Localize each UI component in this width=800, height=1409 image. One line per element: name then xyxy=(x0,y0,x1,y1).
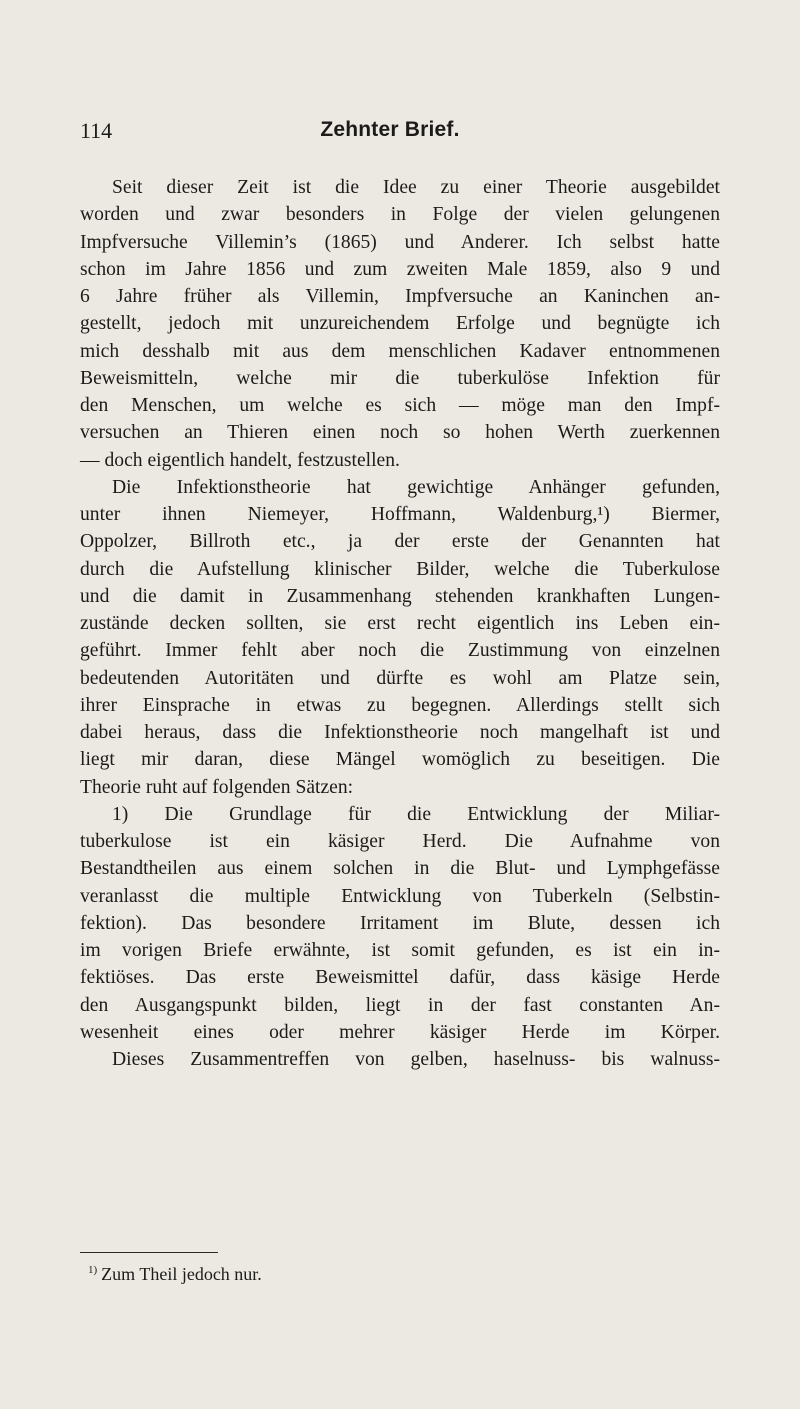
text-line: fektiöses. Das erste Beweismittel dafür, dass käsige Herde xyxy=(80,967,720,989)
text-line: bedeutenden Autoritäten und dürfte es wohl am Platze sein, xyxy=(80,667,720,689)
text-line: Theorie ruht auf folgenden Sätzen: xyxy=(80,776,354,798)
text-line: mich desshalb mit aus dem menschlichen Kadaver entnommenen xyxy=(80,340,720,362)
text-line: 1) Die Grundlage für die Entwicklung der Miliar- xyxy=(112,803,720,825)
footnote-mark: 1) xyxy=(88,1264,98,1276)
text-line: schon im Jahre 1856 und zum zweiten Male 1859, also 9 und xyxy=(80,258,720,280)
text-line: unter ihnen Niemeyer, Hoffmann, Waldenburg,¹) Biermer, xyxy=(80,504,720,525)
text-line: Die Infektionstheorie hat gewichtige Anhänger gefunden, xyxy=(112,476,720,498)
text-line: liegt mir daran, diese Mängel womöglich zu beseitigen. Die xyxy=(80,749,720,771)
text-line: im vorigen Briefe erwähnte, ist somit gefunden, es ist ein in- xyxy=(80,940,720,961)
text-line: Bestandtheilen aus einem solchen in die Blut- und Lymphgefässe xyxy=(80,858,720,880)
text-line: durch die Aufstellung klinischer Bilder, welche die Tuberkulose xyxy=(80,558,720,580)
text-line: Impfversuche Villemin’s (1865) und Anderer. Ich selbst hatte xyxy=(80,231,720,253)
text-line: versuchen an Thieren einen noch so hohen Werth zuerkennen xyxy=(80,422,720,444)
text-line: gestellt, jedoch mit unzureichendem Erfolge und begnügte ich xyxy=(80,313,720,335)
text-line: ihrer Einsprache in etwas zu begegnen. Allerdings stellt sich xyxy=(80,694,720,716)
text-line: zustände decken sollten, sie erst recht eigentlich ins Leben ein- xyxy=(80,613,720,634)
text-line: Oppolzer, Billroth etc., ja der erste der Genannten hat xyxy=(80,531,720,553)
running-title: Zehnter Brief. xyxy=(320,118,460,141)
text-line: worden und zwar besonders in Folge der vielen gelungenen xyxy=(80,204,720,226)
text-line: Seit dieser Zeit ist die Idee zu einer Theorie ausgebildet xyxy=(112,177,720,198)
footnote xyxy=(80,1264,700,1285)
text-line: veranlasst die multiple Entwicklung von Tuberkeln (Selbstin- xyxy=(80,885,720,907)
text-line: den Ausgangspunkt bilden, liegt in der fast constanten An- xyxy=(80,994,720,1016)
body-text xyxy=(80,174,720,1073)
page-number: 114 xyxy=(80,118,113,143)
text-line: fektion). Das besondere Irritament im Blute, dessen ich xyxy=(80,912,720,934)
text-line: 6 Jahre früher als Villemin, Impfversuche an Kaninchen an- xyxy=(80,286,720,307)
text-line: dabei heraus, dass die Infektionstheorie noch mangelhaft ist und xyxy=(80,722,720,743)
footnote-text: Zum Theil jedoch nur. xyxy=(101,1264,262,1284)
page-header xyxy=(80,118,700,148)
text-line: — doch eigentlich handelt, festzustellen. xyxy=(80,449,400,471)
text-line: Dieses Zusammentreffen von gelben, haselnuss- bis walnuss- xyxy=(112,1049,720,1070)
text-line: Beweismitteln, welche mir die tuberkulöse Infektion für xyxy=(80,367,720,389)
text-line: und die damit in Zusammenhang stehenden krankhaften Lungen- xyxy=(80,585,720,607)
text-line: tuberkulose ist ein käsiger Herd. Die Aufnahme von xyxy=(80,831,720,852)
text-line: geführt. Immer fehlt aber noch die Zustimmung von einzelnen xyxy=(80,640,720,662)
text-line: den Menschen, um welche es sich — möge man den Impf- xyxy=(80,395,720,416)
footnote-rule xyxy=(80,1252,218,1253)
text-line: wesenheit eines oder mehrer käsiger Herde im Körper. xyxy=(80,1021,720,1043)
